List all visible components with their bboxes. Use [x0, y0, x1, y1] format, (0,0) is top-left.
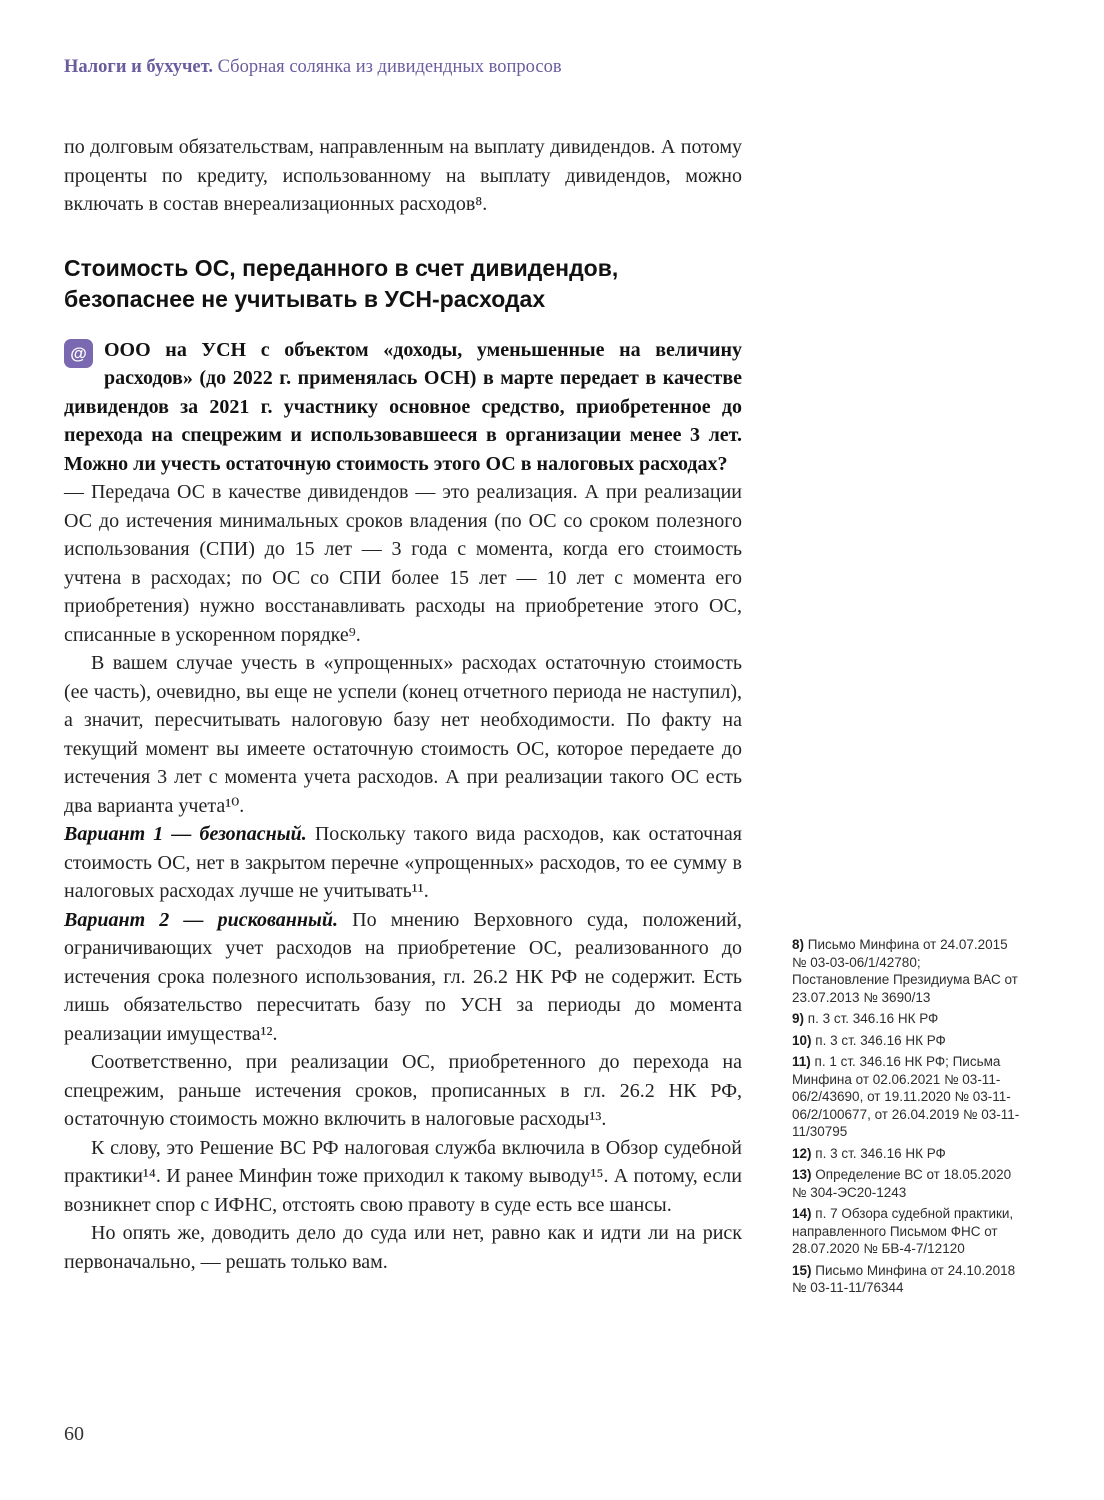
footnote-9 [792, 1010, 1020, 1028]
answer-paragraph-1: — Передача ОС в качестве дивидендов — это реализация. А при реализации ОС до истечения минимальных сроков владения (по ОС со сроком полезного использования (СПИ) до 15 лет — 3 года с момента, когда его стоимость учтена в расходах; по ОС со СПИ более 15 лет — 10 лет с момента его приобретения) нужно восстанавливать расходы на приобретение этого ОС, списанные в ускоренном порядке⁹. [64, 481, 742, 646]
footnote-10-number: 10) [792, 1032, 812, 1048]
variant-1-text: Поскольку такого вида расходов, как остаточная стоимость ОС, нет в закрытом перечне «упрощенных» расходов, то ее сумму в налоговых расходах лучше не учитывать¹¹. [64, 823, 742, 902]
running-head-article-title: Сборная солянка из дивидендных вопросов [217, 57, 562, 77]
variant-1-paragraph [64, 820, 742, 906]
footnotes-sidebar [792, 936, 1020, 1301]
footnote-10 [792, 1032, 1020, 1050]
footnote-15-number: 15) [792, 1262, 812, 1278]
answer-paragraph-2: В вашем случае учесть в «упрощенных» расходах остаточную стоимость (ее часть), очевидно, вы еще не успели (конец отчетного периода не наступил), а значит, пересчитывать налоговую базу нет необходимости. По факту на текущий момент вы имеете остаточную стоимость ОС, которое передаете до истечения 3 лет с момента учета расходов. А при реализации такого ОС есть два варианта учета¹⁰. [64, 652, 742, 817]
variant-1-lead: Вариант 1 — безопасный. [64, 823, 307, 845]
section-heading: Стоимость ОС, переданного в счет дивидендов, безопаснее не учитывать в УСН-расходах [64, 254, 619, 312]
footnote-8-number: 8) [792, 937, 805, 952]
closing-paragraph-3: Но опять же, доводить дело до суда или нет, равно как и идти ли на риск первоначально, — решать только вам. [64, 1222, 742, 1273]
footnote-11 [792, 1053, 1020, 1141]
footnote-13-number: 13) [792, 1167, 812, 1182]
footnote-15 [792, 1262, 1020, 1297]
footnote-9-text: п. 3 ст. 346.16 НК РФ [807, 1011, 939, 1026]
page-number: 60 [64, 1423, 84, 1445]
closing-paragraph-2: К слову, это Решение ВС РФ налоговая служба включила в Обзор судебной практики¹⁴. И ранее Минфин тоже приходил к такому выводу¹⁵. А потому, если возникнет спор с ИФНС, отстоять свою правоту в суде есть все шансы. [64, 1136, 742, 1216]
question-text: ООО на УСН с объектом «доходы, уменьшенные на величину расходов» (до 2022 г. применялась ОСН) в марте передает в качестве дивидендов за 2021 г. участнику основное средство, приобретенное до перехода на спецрежим и использовавшееся в организации менее 3 лет. Можно ли учесть остаточную стоимость этого ОС в налоговых расходах? [64, 338, 742, 475]
footnote-12 [792, 1145, 1020, 1163]
footnote-14-text: п. 7 Обзора судебной практики, направленного Письмом ФНС от 28.07.2020 № БВ-4-7/12120 [792, 1206, 1014, 1256]
running-head-rubric: Налоги и бухучет. [64, 57, 213, 77]
footnote-14-number: 14) [792, 1206, 812, 1221]
footnote-11-number: 11) [792, 1054, 811, 1069]
footnote-8 [792, 936, 1020, 1006]
footnote-12-number: 12) [792, 1145, 812, 1161]
footnote-11-text: п. 1 ст. 346.16 НК РФ; Письма Минфина от 02.06.2021 № 03-11-06/2/43690, от 19.11.2020 № 03-11-06/2/100677, от 26.04.2019 № 03-11-11/30795 [792, 1054, 1020, 1139]
question-block [64, 336, 742, 479]
article-body [64, 133, 742, 1276]
closing-paragraph-1: Соответственно, при реализации ОС, приобретенного до перехода на спецрежим, раньше истечения сроков, прописанных в гл. 26.2 НК РФ, остаточную стоимость можно включить в налоговые расходы¹³. [64, 1051, 742, 1130]
footnote-12-text: п. 3 ст. 346.16 НК РФ [815, 1145, 946, 1161]
footnote-15-text: Письмо Минфина от 24.10.2018 № 03-11-11/76344 [792, 1262, 1016, 1295]
footnote-13-text: Определение ВС от 18.05.2020 № 304-ЭС20-1243 [792, 1167, 1012, 1200]
variant-2-text: По мнению Верховного суда, положений, ограничивающих учет расходов на приобретение ОС, реализованного до истечения срока полезного использования, гл. 26.2 НК РФ не содержит. Есть лишь обязательство пересчитать базу по УСН за периоды до момента реализации имущества¹². [64, 908, 742, 1045]
footnote-8-text: Письмо Минфина от 24.07.2015 № 03-03-06/1/42780; Постановление Президиума ВАС от 23.07.2013 № 3690/13 [792, 937, 1018, 1005]
variant-2-lead: Вариант 2 — рискованный. [64, 908, 338, 931]
footnote-13 [792, 1166, 1020, 1201]
lead-paragraph: по долговым обязательствам, направленным на выплату дивидендов. А потому проценты по кредиту, использованному на выплату дивидендов, можно включать в состав внереализационных расходов⁸. [64, 136, 742, 215]
footnote-9-number: 9) [792, 1011, 805, 1026]
footnote-10-text: п. 3 ст. 346.16 НК РФ [815, 1032, 946, 1048]
footnote-14 [792, 1205, 1020, 1258]
running-head [64, 55, 562, 79]
variant-2-paragraph [64, 906, 742, 1049]
reader-question-at-icon: @ [64, 339, 93, 368]
